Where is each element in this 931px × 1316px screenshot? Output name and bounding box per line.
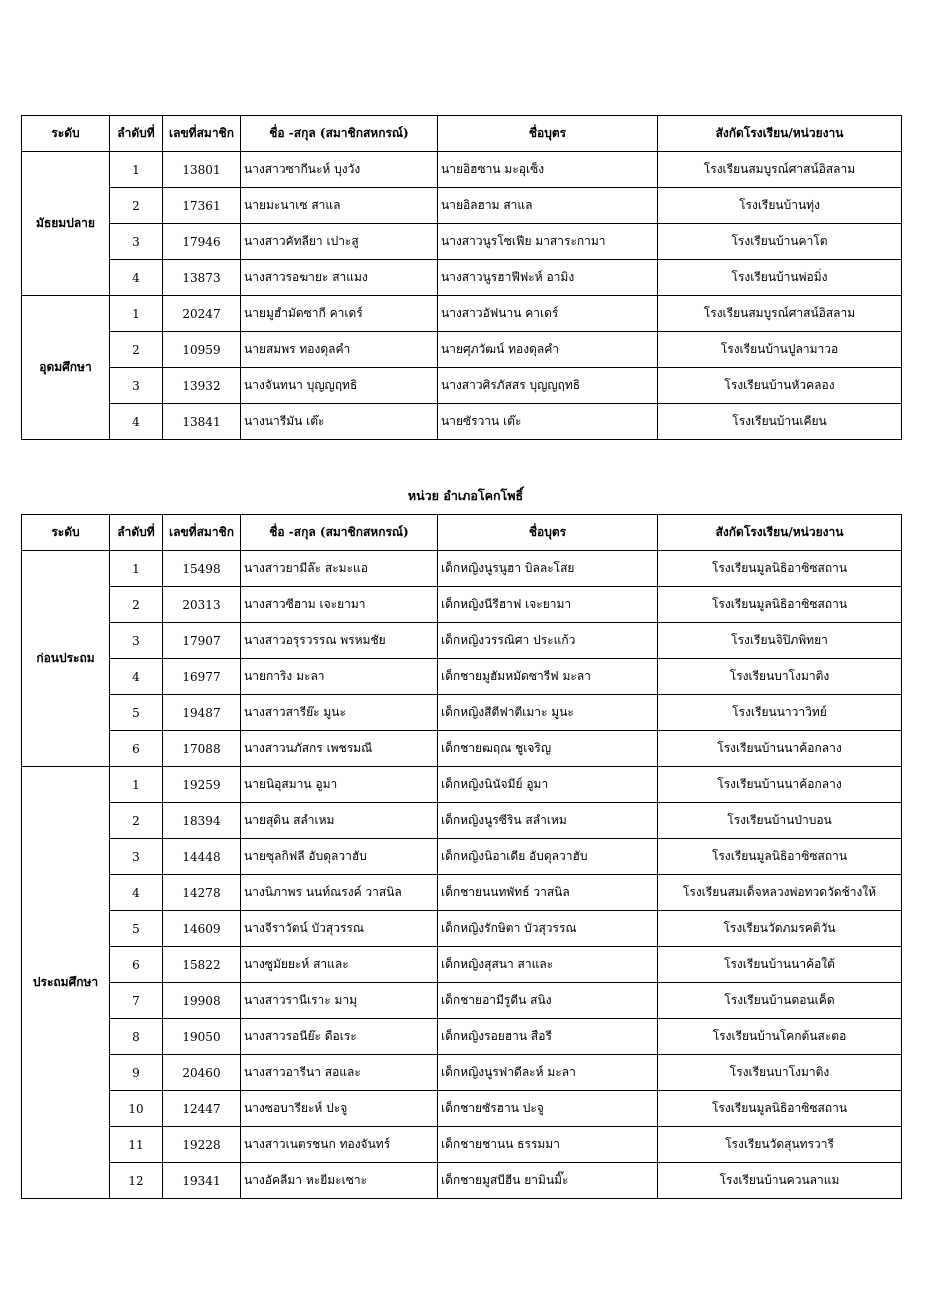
child-name-cell: นางสาวอัฟนาน คาเดร์ (438, 296, 658, 332)
order-cell: 3 (110, 368, 163, 404)
order-cell: 7 (110, 983, 163, 1019)
header-child-name: ชื่อบุตร (438, 515, 658, 551)
level-cell: ก่อนประถม (22, 551, 110, 767)
header-member-id: เลขที่สมาชิก (163, 116, 241, 152)
member-id-cell: 17088 (163, 731, 241, 767)
member-id-cell: 14278 (163, 875, 241, 911)
member-id-cell: 13932 (163, 368, 241, 404)
table-row (22, 368, 902, 404)
school-cell: โรงเรียนบ้านหัวคลอง (658, 368, 902, 404)
order-cell: 1 (110, 152, 163, 188)
child-name-cell: เด็กหญิงสีตีฟาตีเมาะ มูนะ (438, 695, 658, 731)
order-cell: 2 (110, 803, 163, 839)
child-name-cell: เด็กหญิงนิอาเดีย อับดุลวาฮับ (438, 839, 658, 875)
table-header-row (22, 515, 902, 551)
child-name-cell: เด็กชายฒฤณ ชูเจริญ (438, 731, 658, 767)
header-school: สังกัดโรงเรียน/หน่วยงาน (658, 515, 902, 551)
member-name-cell: นายนิอุสมาน อูมา (241, 767, 438, 803)
table-row (22, 1127, 902, 1163)
table-row (22, 1091, 902, 1127)
table-row (22, 188, 902, 224)
school-cell: โรงเรียนบ้านป่าบอน (658, 803, 902, 839)
scholarship-table-1 (21, 115, 902, 440)
member-name-cell: นางสาวนภัสกร เพชรมณี (241, 731, 438, 767)
child-name-cell: นายอิลฮาม สาแล (438, 188, 658, 224)
table-row (22, 1163, 902, 1199)
school-cell: โรงเรียนสมบูรณ์ศาสน์อิสลาม (658, 296, 902, 332)
member-name-cell: นายสมพร ทองดุลคำ (241, 332, 438, 368)
order-cell: 8 (110, 1019, 163, 1055)
child-name-cell: เด็กหญิงรักษิตา บัวสุวรรณ (438, 911, 658, 947)
table-row (22, 332, 902, 368)
school-cell: โรงเรียนมูลนิธิอาซิซสถาน (658, 1091, 902, 1127)
child-name-cell: เด็กชายมูสบีฮีน ยามินมิ๊ะ (438, 1163, 658, 1199)
member-name-cell: นางสาวซีฮาม เจะยามา (241, 587, 438, 623)
school-cell: โรงเรียนบ้านนาค้อใต้ (658, 947, 902, 983)
member-name-cell: นายซุลกิฟลี อับดุลวาฮับ (241, 839, 438, 875)
member-id-cell: 17361 (163, 188, 241, 224)
child-name-cell: เด็กหญิงนูรซีริน สลำเหม (438, 803, 658, 839)
member-name-cell: นางสาวอรุรวรรณ พรหมชัย (241, 623, 438, 659)
member-id-cell: 19487 (163, 695, 241, 731)
school-cell: โรงเรียนบ้านทุ่ง (658, 188, 902, 224)
member-id-cell: 19908 (163, 983, 241, 1019)
order-cell: 4 (110, 260, 163, 296)
order-cell: 5 (110, 911, 163, 947)
school-cell: โรงเรียนบ้านคาโต (658, 224, 902, 260)
order-cell: 5 (110, 695, 163, 731)
member-id-cell: 14448 (163, 839, 241, 875)
order-cell: 4 (110, 875, 163, 911)
header-level: ระดับ (22, 515, 110, 551)
member-name-cell: นางนิภาพร นนท์ณรงค์ วาสนิล (241, 875, 438, 911)
header-child-name: ชื่อบุตร (438, 116, 658, 152)
order-cell: 1 (110, 296, 163, 332)
member-name-cell: นางจันทนา บุญญฤทธิ (241, 368, 438, 404)
level-cell: อุดมศึกษา (22, 296, 110, 440)
header-member-id: เลขที่สมาชิก (163, 515, 241, 551)
member-id-cell: 12447 (163, 1091, 241, 1127)
member-name-cell: นางสาวสารีย๊ะ มูนะ (241, 695, 438, 731)
table-row (22, 803, 902, 839)
child-name-cell: เด็กหญิงวรรณิศา ประแก้ว (438, 623, 658, 659)
child-name-cell: เด็กชายซัรฮาน ปะจู (438, 1091, 658, 1127)
order-cell: 4 (110, 404, 163, 440)
school-cell: โรงเรียนสมบูรณ์ศาสน์อิสลาม (658, 152, 902, 188)
member-name-cell: นางอัคลีมา หะยีมะเซาะ (241, 1163, 438, 1199)
school-cell: โรงเรียนนาวาวิทย์ (658, 695, 902, 731)
order-cell: 1 (110, 551, 163, 587)
table-row (22, 1019, 902, 1055)
member-id-cell: 15498 (163, 551, 241, 587)
header-order: ลำดับที่ (110, 116, 163, 152)
child-name-cell: นางสาวศิรภัสสร บุญญฤทธิ (438, 368, 658, 404)
member-name-cell: นางสาวรานีเราะ มามุ (241, 983, 438, 1019)
header-member-name: ชื่อ -สกุล (สมาชิกสหกรณ์) (241, 515, 438, 551)
child-name-cell: เด็กชายชานน ธรรมมา (438, 1127, 658, 1163)
header-level: ระดับ (22, 116, 110, 152)
school-cell: โรงเรียนบาโงมาติง (658, 1055, 902, 1091)
school-cell: โรงเรียนบ้านเคียน (658, 404, 902, 440)
child-name-cell: เด็กชายนนทพัทธ์ วาสนิล (438, 875, 658, 911)
order-cell: 2 (110, 332, 163, 368)
member-name-cell: นางสาวยามีล๊ะ สะมะแอ (241, 551, 438, 587)
table-body (22, 551, 902, 1199)
level-cell: ประถมศึกษา (22, 767, 110, 1199)
order-cell: 12 (110, 1163, 163, 1199)
school-cell: โรงเรียนสมเด็จหลวงพ่อทวดวัดช้างให้ (658, 875, 902, 911)
member-id-cell: 13873 (163, 260, 241, 296)
member-name-cell: นายมะนาเซ สาแล (241, 188, 438, 224)
member-name-cell: นางสาวรอนีย๊ะ ดือเระ (241, 1019, 438, 1055)
table-row (22, 911, 902, 947)
order-cell: 3 (110, 623, 163, 659)
member-id-cell: 20460 (163, 1055, 241, 1091)
table-body (22, 152, 902, 440)
child-name-cell: เด็กหญิงรอยฮาน สือรี (438, 1019, 658, 1055)
table-header-row (22, 116, 902, 152)
order-cell: 6 (110, 731, 163, 767)
order-cell: 11 (110, 1127, 163, 1163)
table-row (22, 404, 902, 440)
member-name-cell: นายสุดิน สลำเหม (241, 803, 438, 839)
scholarship-table-2 (21, 514, 902, 1199)
member-id-cell: 20313 (163, 587, 241, 623)
school-cell: โรงเรียนวัดสุนทรวารี (658, 1127, 902, 1163)
member-id-cell: 15822 (163, 947, 241, 983)
order-cell: 9 (110, 1055, 163, 1091)
child-name-cell: เด็กหญิงสุสนา สาและ (438, 947, 658, 983)
member-name-cell: นางสาวคัทลียา เปาะสู (241, 224, 438, 260)
member-name-cell: นางซูมัยยะห์ สาและ (241, 947, 438, 983)
member-name-cell: นางซอบารียะห์ ปะจู (241, 1091, 438, 1127)
school-cell: โรงเรียนมูลนิธิอาซิซสถาน (658, 587, 902, 623)
table-row (22, 659, 902, 695)
child-name-cell: นางสาวนูรฮาฟีฟะห์ อามิง (438, 260, 658, 296)
school-cell: โรงเรียนบ้านโคกต้นสะตอ (658, 1019, 902, 1055)
member-name-cell: นายมูฮำมัดซากี คาเดร์ (241, 296, 438, 332)
header-order: ลำดับที่ (110, 515, 163, 551)
table-row (22, 587, 902, 623)
member-id-cell: 20247 (163, 296, 241, 332)
member-name-cell: นางสาวซากีนะห์ บุงวัง (241, 152, 438, 188)
member-id-cell: 17946 (163, 224, 241, 260)
school-cell: โรงเรียนบ้านนาค้อกลาง (658, 767, 902, 803)
table-row (22, 623, 902, 659)
order-cell: 10 (110, 1091, 163, 1127)
school-cell: โรงเรียนมูลนิธิอาซิซสถาน (658, 551, 902, 587)
child-name-cell: เด็กชายอามีรูดีน สนิง (438, 983, 658, 1019)
child-name-cell: เด็กหญิงนินัจมีย์ อูมา (438, 767, 658, 803)
member-name-cell: นางสาวเนตรชนก ทองจันทร์ (241, 1127, 438, 1163)
table-row (22, 731, 902, 767)
order-cell: 3 (110, 224, 163, 260)
member-name-cell: นางจีราวัตน์ บัวสุวรรณ (241, 911, 438, 947)
member-id-cell: 18394 (163, 803, 241, 839)
member-id-cell: 13801 (163, 152, 241, 188)
table-row (22, 695, 902, 731)
order-cell: 1 (110, 767, 163, 803)
school-cell: โรงเรียนจิปิภพิทยา (658, 623, 902, 659)
table-row (22, 152, 902, 188)
school-cell: โรงเรียนบ้านนาค้อกลาง (658, 731, 902, 767)
member-name-cell: นางนารีมัน เต๊ะ (241, 404, 438, 440)
table-row (22, 947, 902, 983)
child-name-cell: เด็กหญิงนูรนูฮา บิลละโสย (438, 551, 658, 587)
member-id-cell: 17907 (163, 623, 241, 659)
table-row (22, 260, 902, 296)
school-cell: โรงเรียนบ้านควนลาแม (658, 1163, 902, 1199)
school-cell: โรงเรียนบ้านพ่อมิ่ง (658, 260, 902, 296)
order-cell: 4 (110, 659, 163, 695)
member-name-cell: นางสาวอารีนา สอและ (241, 1055, 438, 1091)
table-row (22, 839, 902, 875)
school-cell: โรงเรียนมูลนิธิอาซิซสถาน (658, 839, 902, 875)
member-id-cell: 16977 (163, 659, 241, 695)
level-cell: มัธยมปลาย (22, 152, 110, 296)
table-row (22, 296, 902, 332)
school-cell: โรงเรียนบ้านดอนเค็ด (658, 983, 902, 1019)
header-member-name: ชื่อ -สกุล (สมาชิกสหกรณ์) (241, 116, 438, 152)
member-id-cell: 19228 (163, 1127, 241, 1163)
child-name-cell: นายศุภวัฒน์ ทองดุลคำ (438, 332, 658, 368)
member-id-cell: 13841 (163, 404, 241, 440)
table-row (22, 875, 902, 911)
member-id-cell: 19259 (163, 767, 241, 803)
school-cell: โรงเรียนบ้านปูลามาวอ (658, 332, 902, 368)
order-cell: 2 (110, 188, 163, 224)
child-name-cell: นายอิฮซาน มะอุเซ็ง (438, 152, 658, 188)
order-cell: 3 (110, 839, 163, 875)
header-school: สังกัดโรงเรียน/หน่วยงาน (658, 116, 902, 152)
table-row (22, 767, 902, 803)
member-name-cell: นางสาวรอฆายะ สาแมง (241, 260, 438, 296)
table-row (22, 224, 902, 260)
unit-title: หน่วย อำเภอโคกโพธิ์ (407, 488, 524, 503)
child-name-cell: เด็กชายมูฮัมหมัดซารีฟ มะลา (438, 659, 658, 695)
table-row (22, 983, 902, 1019)
school-cell: โรงเรียนบาโงมาติง (658, 659, 902, 695)
member-id-cell: 19050 (163, 1019, 241, 1055)
member-id-cell: 14609 (163, 911, 241, 947)
member-id-cell: 10959 (163, 332, 241, 368)
school-cell: โรงเรียนวัดภมรคติวัน (658, 911, 902, 947)
child-name-cell: นายซัรวาน เต๊ะ (438, 404, 658, 440)
order-cell: 2 (110, 587, 163, 623)
member-name-cell: นายการิง มะลา (241, 659, 438, 695)
child-name-cell: เด็กหญิงนูรฟาดีละห์ มะลา (438, 1055, 658, 1091)
order-cell: 6 (110, 947, 163, 983)
child-name-cell: เด็กหญิงนีรีฮาฟ เจะยามา (438, 587, 658, 623)
table-row (22, 551, 902, 587)
child-name-cell: นางสาวนูรโซเฟีย มาสาระกามา (438, 224, 658, 260)
member-id-cell: 19341 (163, 1163, 241, 1199)
table-row (22, 1055, 902, 1091)
